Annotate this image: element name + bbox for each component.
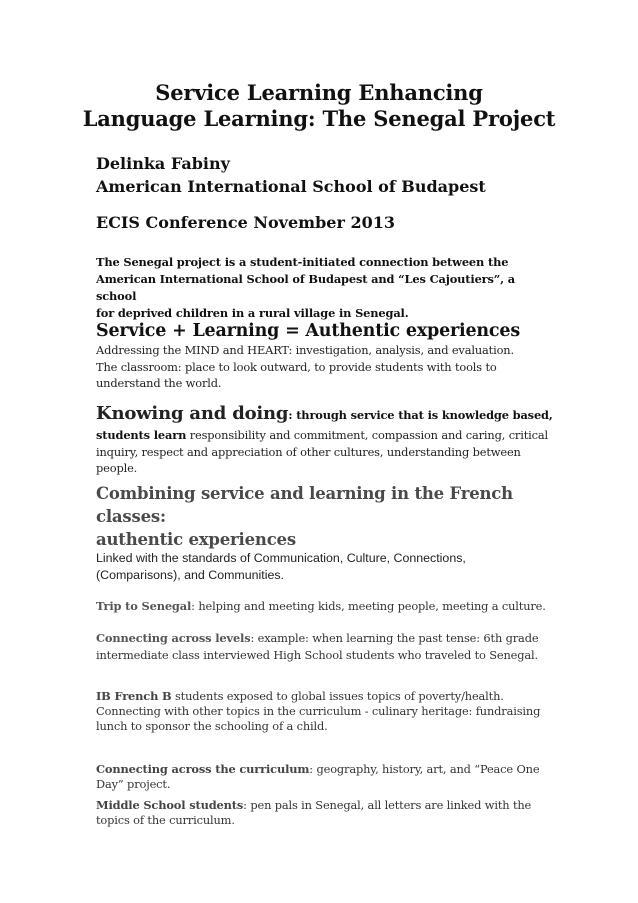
middle-school-text: : pen pals in Senegal, all letters are linked with the <box>243 798 532 812</box>
document-title-line-1: Service Learning Enhancing <box>155 80 483 105</box>
knowing-doing-paragraph <box>96 402 566 477</box>
author-name: Delinka Fabiny <box>96 154 230 173</box>
standards-paragraph <box>96 550 546 584</box>
ib-french-lead: IB French B <box>96 689 172 703</box>
intro-line-3: for deprived children in a rural village in Senegal. <box>96 306 409 320</box>
middle-school-lead: Middle School students <box>96 798 244 812</box>
document-title-line-2: Language Learning: The Senegal Project <box>82 106 556 131</box>
ib-french-line-3: lunch to sponsor the schooling of a child. <box>96 719 328 733</box>
ib-french-line-1 <box>96 689 566 704</box>
intro-line-1: The Senegal project is a student-initiated connection between the <box>96 255 509 269</box>
middle-school-line-1 <box>96 798 566 813</box>
middle-school-paragraph <box>96 798 566 828</box>
trip-paragraph <box>96 598 566 615</box>
combining-heading-line-2: authentic experiences <box>96 530 296 549</box>
knowing-doing-line-4: people. <box>96 461 138 475</box>
knowing-doing-heading: Knowing and doing <box>96 403 289 424</box>
service-learning-line-2: The classroom: place to look outward, to provide students with tools to <box>96 359 497 374</box>
conference-line: ECIS Conference November 2013 <box>96 213 395 232</box>
trip-lead: Trip to Senegal <box>96 599 192 613</box>
ib-french-text: students exposed to global issues topics of poverty/health. <box>171 689 504 703</box>
knowing-doing-line-2-text: responsibility and commitment, compassion and caring, critical <box>186 428 548 442</box>
curriculum-line-1 <box>96 762 566 777</box>
author-block <box>96 152 546 198</box>
curriculum-paragraph <box>96 762 566 792</box>
curriculum-line-2: Day” project. <box>96 777 171 791</box>
levels-lead: Connecting across levels <box>96 631 251 645</box>
standards-line-2: (Comparisons), and Communities. <box>96 568 284 582</box>
ib-french-paragraph <box>96 689 566 734</box>
ib-french-line-2: Connecting with other topics in the curriculum - culinary heritage: fundraising <box>96 704 541 718</box>
author-school: American International School of Budapest <box>96 177 486 196</box>
standards-line-1: Linked with the standards of Communication, Culture, Connections, <box>96 551 466 565</box>
middle-school-line-2: topics of the curriculum. <box>96 813 235 827</box>
trip-text: : helping and meeting kids, meeting people, meeting a culture. <box>191 599 546 613</box>
knowing-doing-line-3: inquiry, respect and appreciation of other cultures, understanding between <box>96 444 521 459</box>
curriculum-text: : geography, history, art, and “Peace One <box>309 762 540 776</box>
combining-heading <box>96 482 566 551</box>
levels-text: : example: when learning the past tense: 6th grade <box>250 631 539 645</box>
knowing-doing-bold-lead: students learn <box>96 428 187 442</box>
service-learning-heading: Service + Learning = Authentic experiences <box>96 321 520 341</box>
knowing-doing-heading-rest: : through service that is knowledge based, <box>288 408 553 422</box>
intro-line-2: American International School of Budapest and “Les Cajoutiers”, a school <box>96 272 516 303</box>
service-learning-paragraph <box>96 342 556 392</box>
intro-paragraph <box>96 254 556 322</box>
service-learning-line-3: understand the world. <box>96 376 222 390</box>
levels-line-2: intermediate class interviewed High School students who traveled to Senegal. <box>96 647 539 662</box>
service-learning-line-1: Addressing the MIND and HEART: investigation, analysis, and evaluation. <box>96 343 514 357</box>
levels-line-1 <box>96 630 566 647</box>
levels-paragraph <box>96 630 566 663</box>
combining-heading-line-1: Combining service and learning in the French classes: <box>96 484 513 526</box>
knowing-doing-heading-line <box>96 402 566 427</box>
curriculum-lead: Connecting across the curriculum <box>96 762 310 776</box>
knowing-doing-line-2 <box>96 427 566 444</box>
